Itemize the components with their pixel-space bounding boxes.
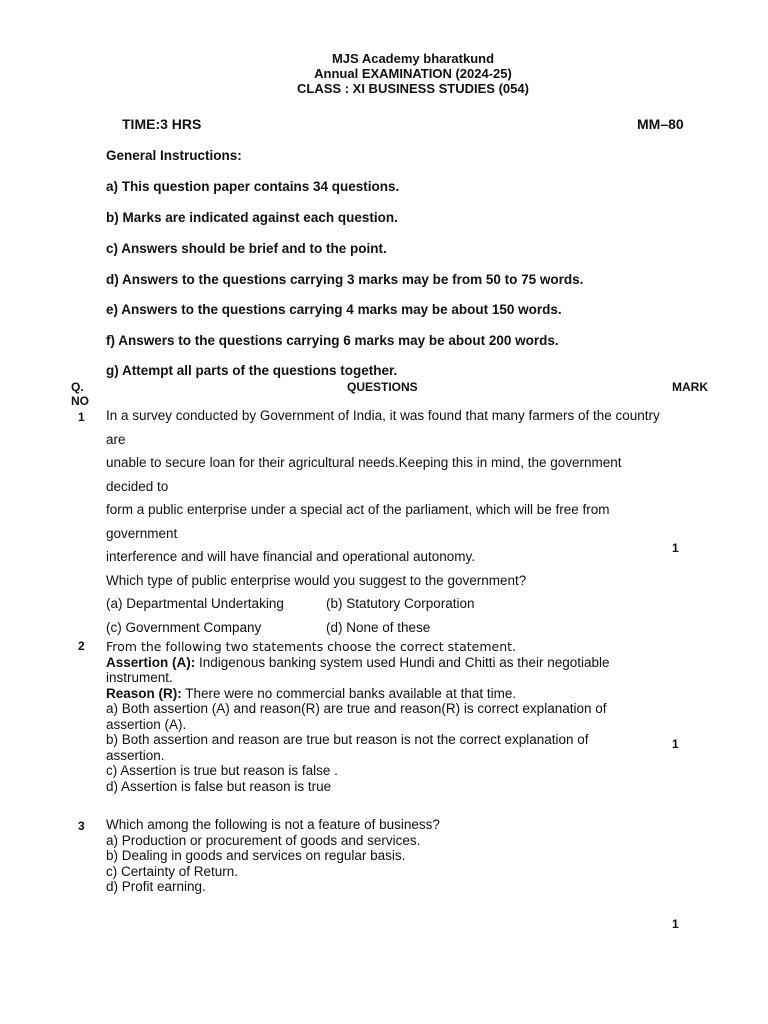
class-subject: CLASS : XI BUSINESS STUDIES (054) — [297, 81, 529, 96]
question-number: 1 — [78, 410, 85, 424]
question-number: 2 — [78, 639, 85, 653]
options-row — [106, 616, 666, 640]
qno-header-line1: Q. — [71, 380, 84, 394]
option: d) Assertion is false but reason is true — [106, 778, 332, 794]
instruction-item: c) Answers should be brief and to the point. — [106, 241, 387, 256]
instruction-item: b) Marks are indicated against each question. — [106, 210, 398, 225]
option: (d) None of these — [326, 619, 431, 635]
option: (c) Government Company — [106, 619, 262, 635]
option: (a) Departmental Undertaking — [106, 596, 284, 611]
exam-time: TIME:3 HRS — [122, 116, 202, 132]
instruction-item: f) Answers to the questions carrying 6 marks may be about 200 words. — [106, 333, 559, 348]
option: a) Both assertion (A) and reason(R) are true and reason(R) is correct explanation of assertion (A). — [106, 701, 607, 732]
question-number: 3 — [78, 819, 85, 833]
question-text-line: interference and will have financial and operational autonomy. — [106, 549, 475, 564]
exam-title: Annual EXAMINATION (2024-25) — [314, 66, 512, 81]
school-name: MJS Academy bharatkund — [331, 51, 495, 66]
instructions-title: General Instructions: — [106, 148, 242, 163]
option: c) Assertion is true but reason is false . — [106, 763, 338, 778]
question-intro: From the following two statements choose the correct statement. — [106, 639, 517, 654]
max-marks: MM–80 — [637, 116, 684, 132]
question-mark: 1 — [672, 541, 679, 555]
qno-header-line2: NO — [71, 394, 89, 408]
reason-text: There were no commercial banks available at that time. — [181, 685, 517, 701]
options-row — [106, 592, 666, 616]
question-mark: 1 — [672, 737, 679, 751]
reason-statement — [106, 686, 646, 702]
instruction-item: d) Answers to the questions carrying 3 marks may be from 50 to 75 words. — [106, 272, 584, 287]
instruction-item: g) Attempt all parts of the questions together. — [106, 363, 398, 378]
assertion-statement — [106, 655, 646, 686]
question-2-body — [106, 639, 646, 794]
mark-header: MARK — [672, 380, 708, 394]
option: d) Profit earning. — [106, 879, 206, 894]
question-1-body — [106, 404, 666, 639]
option: b) Dealing in goods and services on regular basis. — [106, 848, 406, 863]
assertion-text: Indigenous banking system used Hundi and Chitti as their negotiable instrument. — [106, 654, 610, 685]
questions-header: QUESTIONS — [347, 380, 418, 394]
instruction-item: a) This question paper contains 34 questions. — [106, 179, 400, 194]
option: b) Both assertion and reason are true but reason is not the correct explanation of assertion. — [106, 732, 589, 763]
assertion-label: Assertion (A): — [106, 654, 196, 670]
question-text-line: unable to secure loan for their agricultural needs.Keeping this in mind, the government decided to — [106, 455, 622, 494]
option: a) Production or procurement of goods and services. — [106, 832, 421, 848]
question-text-line: In a survey conducted by Government of India, it was found that many farmers of the country are — [106, 408, 660, 447]
option: (b) Statutory Corporation — [326, 596, 475, 611]
question-text-line: form a public enterprise under a special act of the parliament, which will be free from government — [106, 502, 610, 541]
question-stem: Which among the following is not a feature of business? — [106, 817, 440, 832]
question-text-line: Which type of public enterprise would you suggest to the government? — [106, 572, 527, 588]
question-3-body — [106, 817, 646, 895]
question-mark: 1 — [672, 917, 679, 931]
reason-label: Reason (R): — [106, 685, 182, 701]
instruction-item: e) Answers to the questions carrying 4 marks may be about 150 words. — [106, 302, 562, 317]
option: c) Certainty of Return. — [106, 863, 239, 879]
